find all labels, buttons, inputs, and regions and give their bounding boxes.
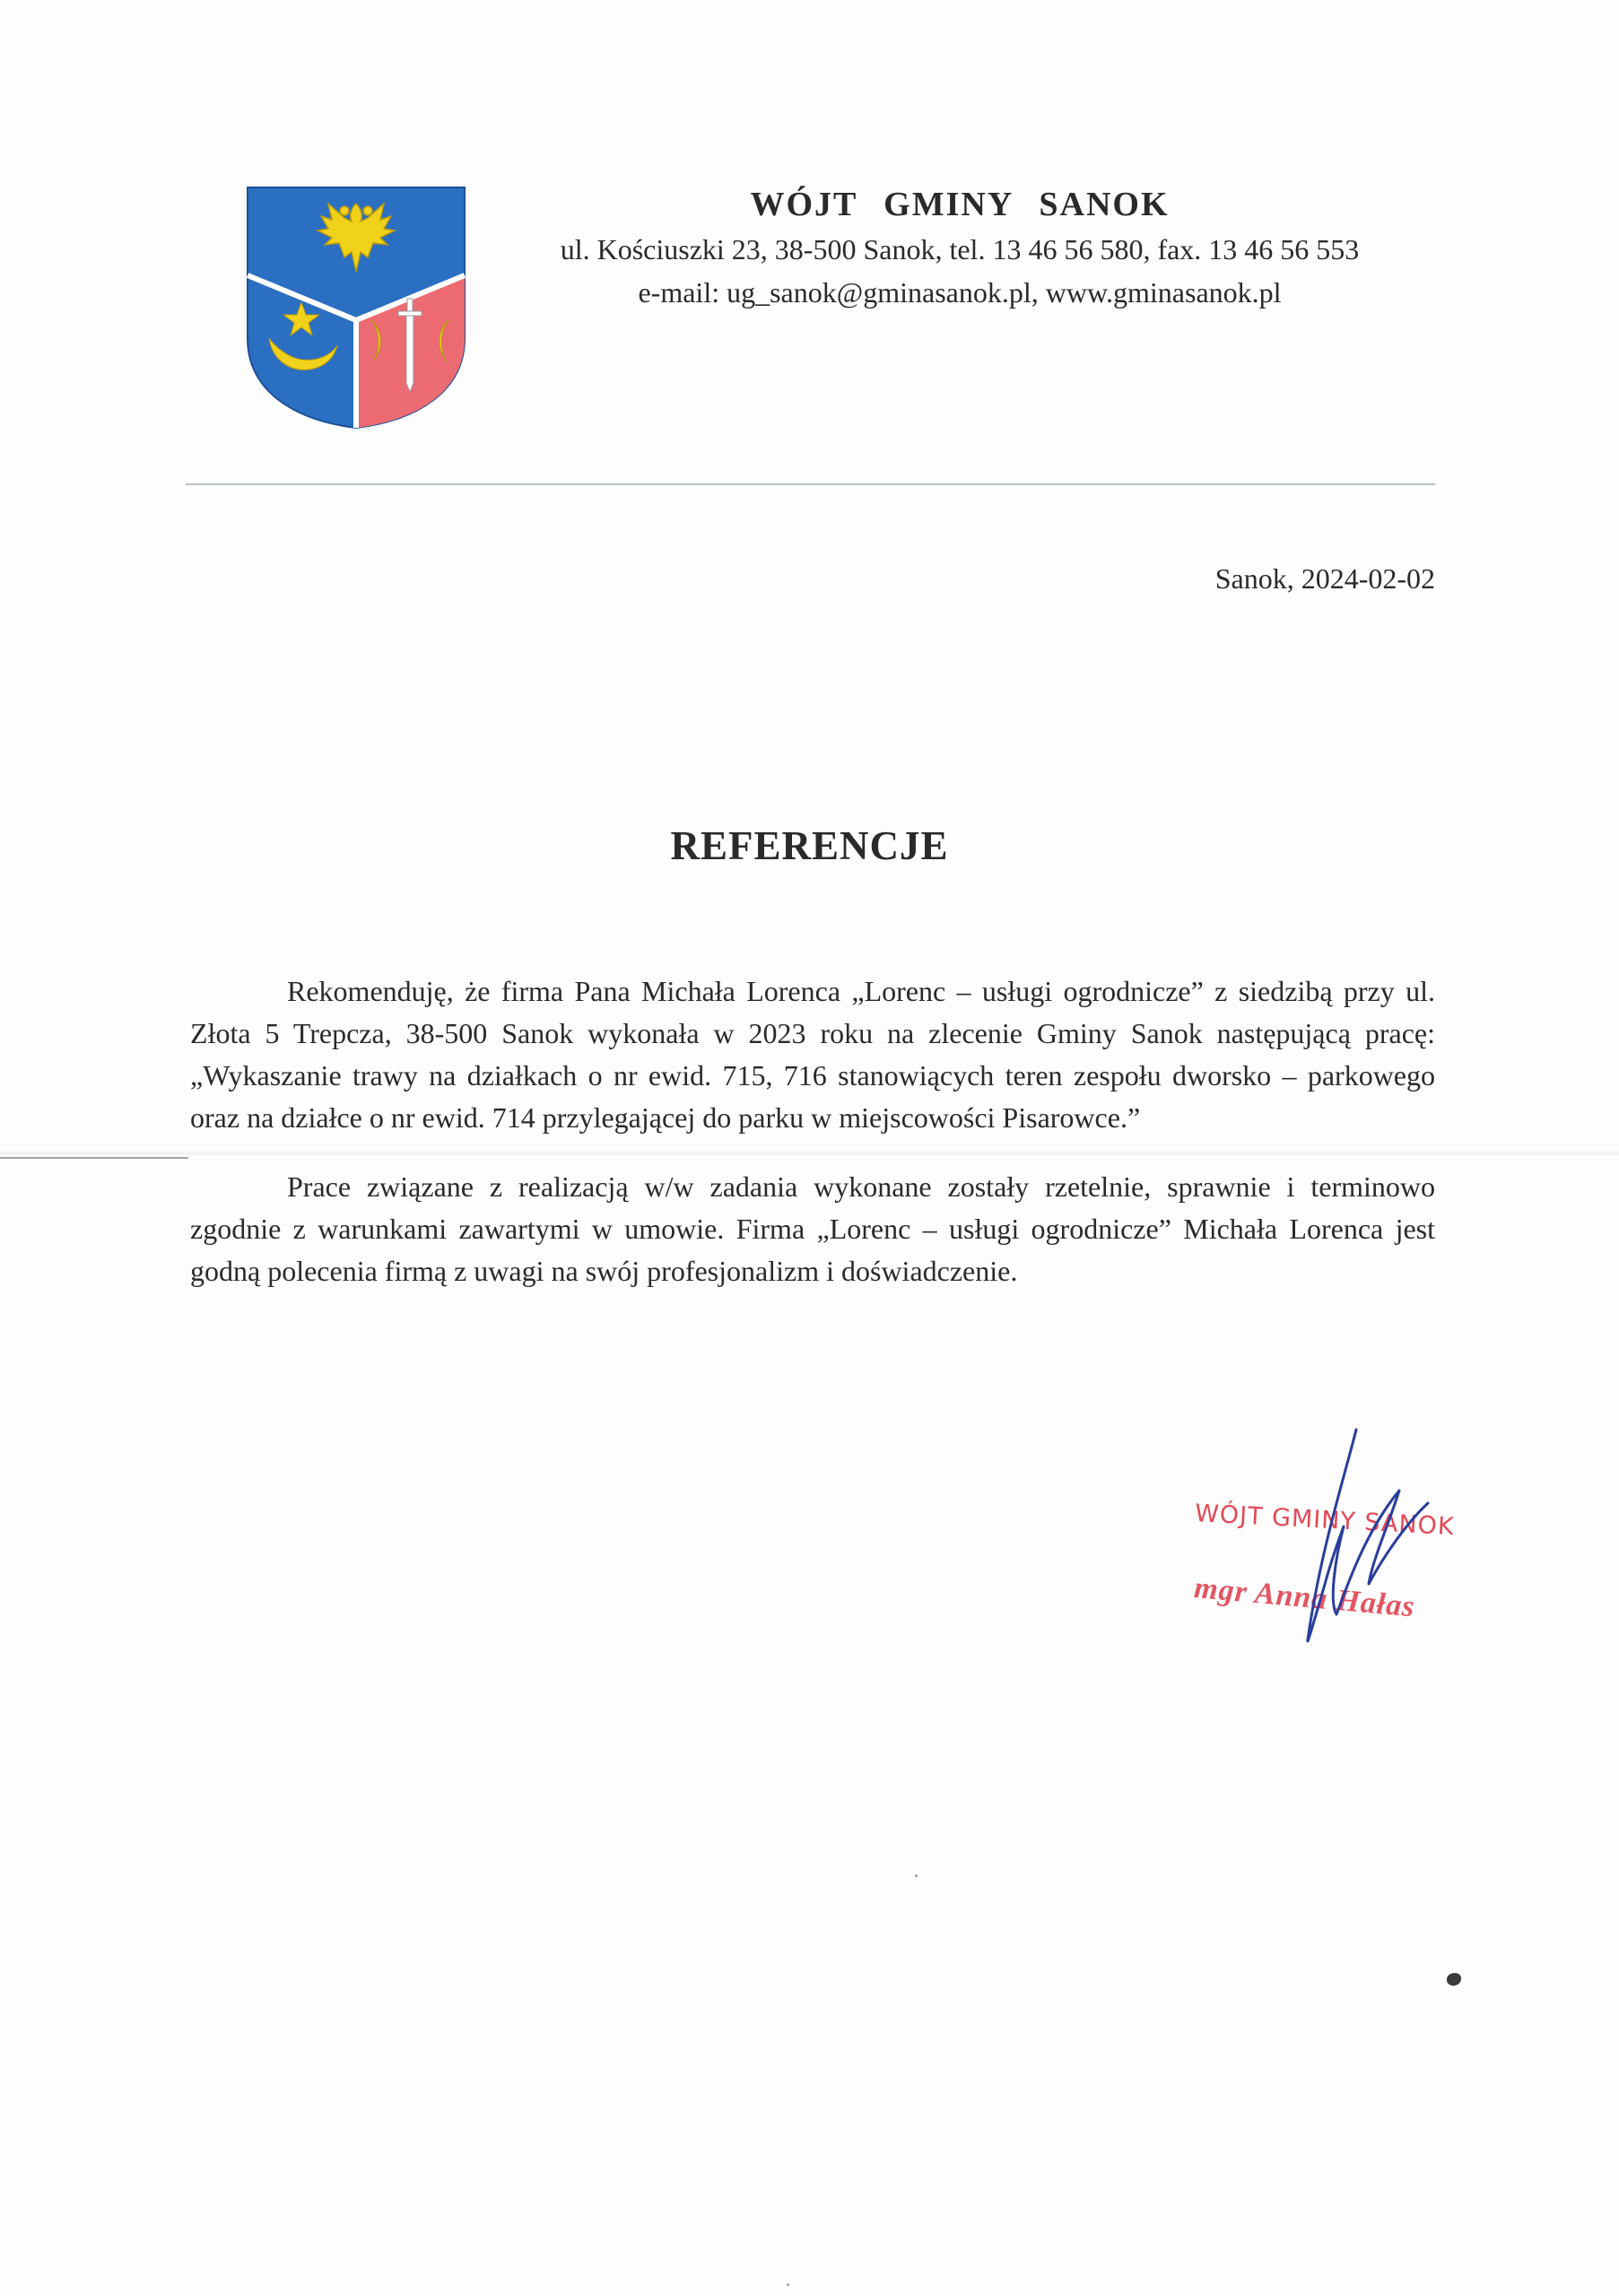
header-divider — [186, 483, 1435, 485]
body-paragraph-1: Rekomenduję, że firma Pana Michała Lorenca „Lorenc – usługi ogrodnicze” z siedzibą przy ul. Złota 5 Trepcza, 38-500 Sanok wykonała w 2023 roku na zlecenie Gminy Sanok następującą pracę: „Wykaszanie trawy na działkach o nr ewid. 715, 716 stanowiących teren zespołu dworsko – parkowego oraz na działce o nr ewid. 714 przylegającej do parku w miejscowości Pisarowce.” — [190, 975, 1435, 1134]
address-line: ul. Kościuszki 23, 38-500 Sanok, tel. 13 46 56 580, fax. 13 46 56 553 — [560, 233, 1360, 265]
handwritten-signature-icon — [1238, 1426, 1435, 1659]
dust-speck — [915, 1874, 918, 1877]
stamp-office: WÓJT GMINY SANOK — [1194, 1500, 1456, 1542]
office-title: WÓJT GMINY SANOK — [750, 186, 1170, 223]
coat-of-arms-icon — [246, 186, 466, 430]
letter-body — [190, 970, 1435, 1319]
letterhead — [484, 181, 1435, 314]
body-paragraph-2: Prace związane z realizacją w/w zadania wykonane zostały rzetelnie, sprawnie i terminowo zgodnie z warunkami zawartymi w umowie. Firma „Lorenc – usługi ogrodnicze” Michała Lorenca jest godną polecenia firmą z uwagi na swój profesjonalizm i doświadczenie. — [190, 1170, 1435, 1287]
scan-artifact-line — [0, 1157, 188, 1159]
contact-line: e-mail: ug_sanok@gminasanok.pl, www.gminasanok.pl — [638, 276, 1282, 309]
dust-speck — [787, 2283, 789, 2286]
scan-fold-line — [0, 1151, 1619, 1156]
document-title: REFERENCJE — [670, 823, 949, 868]
ink-blot — [1447, 1973, 1461, 1986]
stamp-name: mgr Anna Hałas — [1192, 1571, 1417, 1624]
place-date: Sanok, 2024-02-02 — [1214, 562, 1435, 595]
